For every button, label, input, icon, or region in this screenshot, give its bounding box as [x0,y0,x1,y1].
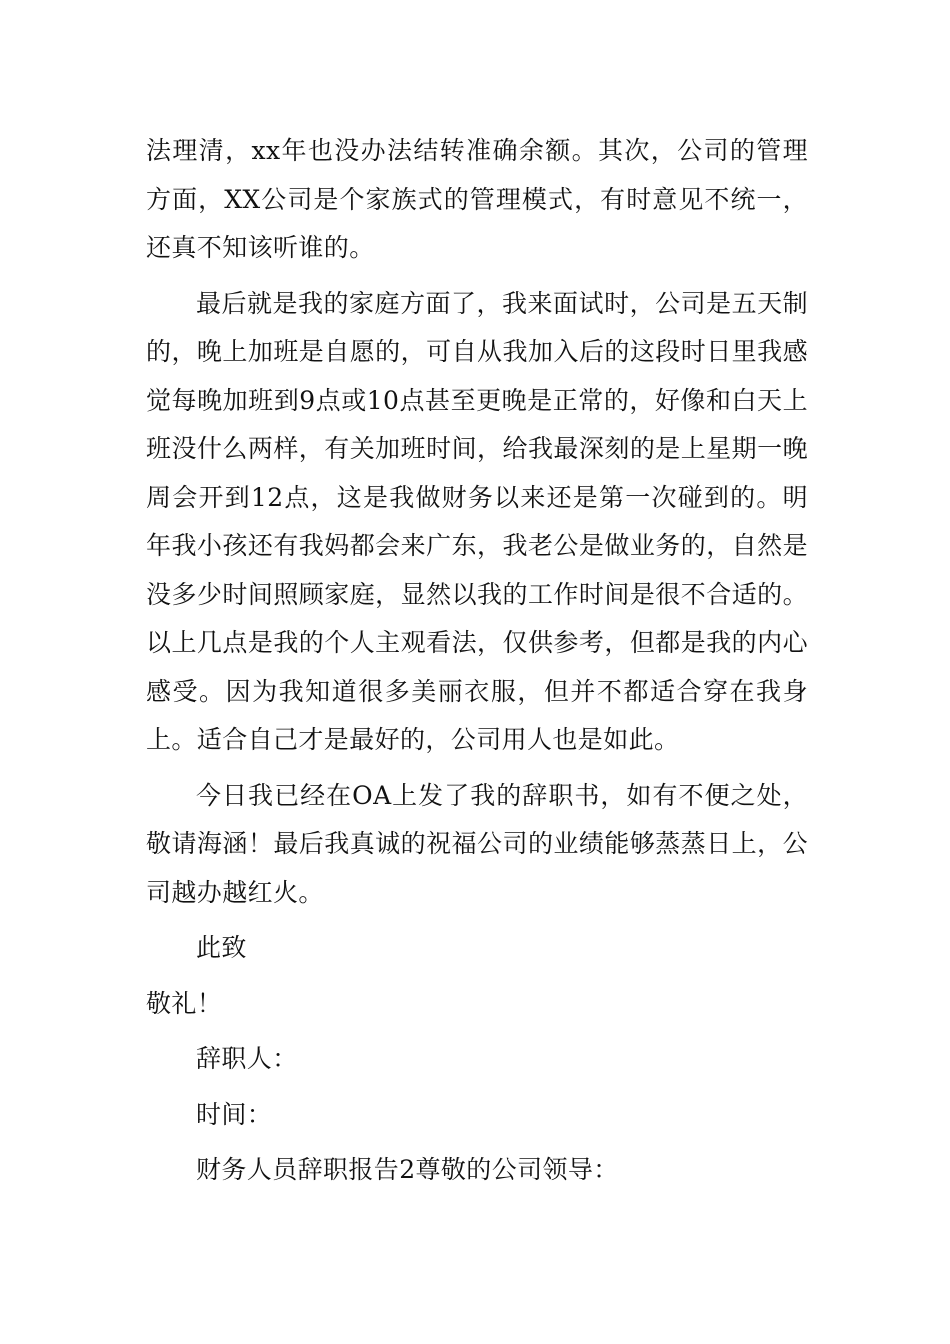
closing-phrase: 此致 [196,933,247,962]
document-page [146,127,808,1195]
paragraph-continuation: 法理清，xx年也没办法结转准确余额。其次，公司的管理方面，XX公司是个家族式的管理模式，有时意见不统一，还真不知该听谁的。 [146,136,808,262]
salutation: 敬礼！ [146,988,223,1018]
time-label: 时间： [196,1099,273,1129]
next-report-heading: 财务人员辞职报告2尊敬的公司领导： [196,1155,619,1184]
paragraph-family-reasons: 最后就是我的家庭方面了，我来面试时，公司是五天制的，晚上加班是自愿的，可自从我加入后的这段时日里我感觉每晚加班到9点或10点甚至更晚是正常的，好像和白天上班没什么两样，有关加班时间，给我最深刻的是上星期一晚周会开到12点，这是我做财务以来还是第一次碰到的。明年我小孩还有我妈都会来广东，我老公是做业务的，自然是没多少时间照顾家庭，显然以我的工作时间是很不合适的。以上几点是我的个人主观看法，仅供参考，但都是我的内心感受。因为我知道很多美丽衣服，但并不都适合穿在我身上。适合自己才是最好的，公司用人也是如此。 [146,288,808,754]
paragraph-resignation-notice: 今日我已经在OA上发了我的辞职书，如有不便之处，敬请海涵！最后我真诚的祝福公司的业绩能够蒸蒸日上，公司越办越红火。 [146,780,808,907]
signer-label: 辞职人： [196,1044,298,1073]
